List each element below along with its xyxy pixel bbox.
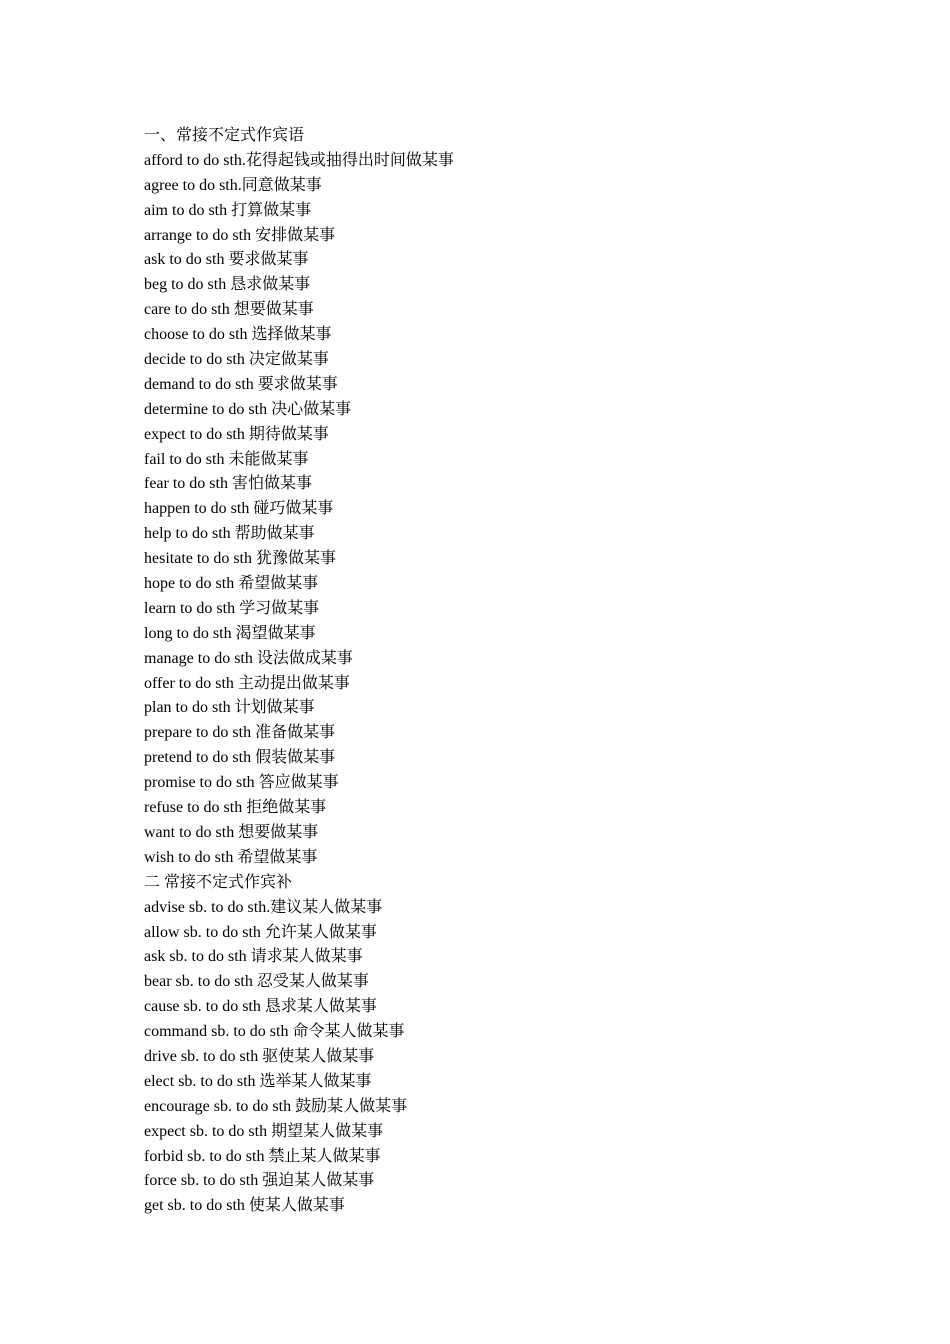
text-line: pretend to do sth 假装做某事	[144, 749, 336, 767]
text-line: offer to do sth 主动提出做某事	[144, 674, 350, 692]
text-line: advise sb. to do sth.建议某人做某事	[144, 898, 383, 916]
text-line: cause sb. to do sth 恳求某人做某事	[144, 998, 377, 1016]
text-line: choose to do sth 选择做某事	[144, 326, 332, 344]
text-line: bear sb. to do sth 忍受某人做某事	[144, 973, 369, 991]
text-line: expect sb. to do sth 期望某人做某事	[144, 1122, 384, 1140]
text-line: command sb. to do sth 命令某人做某事	[144, 1023, 405, 1041]
text-line: plan to do sth 计划做某事	[144, 699, 315, 717]
text-line: elect sb. to do sth 选举某人做某事	[144, 1072, 372, 1090]
text-line: happen to do sth 碰巧做某事	[144, 500, 334, 518]
text-line: get sb. to do sth 使某人做某事	[144, 1197, 345, 1215]
text-line: force sb. to do sth 强迫某人做某事	[144, 1172, 375, 1190]
section-heading-1: 一、常接不定式作宾语	[144, 127, 305, 144]
text-line: demand to do sth 要求做某事	[144, 375, 338, 393]
text-line: afford to do sth.花得起钱或抽得出时间做某事	[144, 151, 454, 169]
text-line: prepare to do sth 准备做某事	[144, 724, 336, 742]
text-line: hesitate to do sth 犹豫做某事	[144, 550, 336, 568]
document-body	[144, 124, 844, 1219]
text-line: refuse to do sth 拒绝做某事	[144, 799, 327, 817]
section-heading-2: 二 常接不定式作宾补	[144, 873, 293, 891]
text-line: beg to do sth 恳求做某事	[144, 276, 311, 294]
text-line: aim to do sth 打算做某事	[144, 201, 312, 219]
text-line: encourage sb. to do sth 鼓励某人做某事	[144, 1097, 408, 1115]
text-line: forbid sb. to do sth 禁止某人做某事	[144, 1147, 381, 1165]
text-line: allow sb. to do sth 允许某人做某事	[144, 923, 377, 941]
text-line: long to do sth 渴望做某事	[144, 624, 316, 642]
text-line: determine to do sth 决心做某事	[144, 400, 352, 418]
text-line: drive sb. to do sth 驱使某人做某事	[144, 1047, 375, 1065]
text-line: manage to do sth 设法做成某事	[144, 649, 353, 667]
text-line: promise to do sth 答应做某事	[144, 774, 339, 792]
text-line: want to do sth 想要做某事	[144, 823, 319, 841]
text-line: learn to do sth 学习做某事	[144, 599, 320, 617]
text-line: ask to do sth 要求做某事	[144, 251, 309, 269]
text-line: arrange to do sth 安排做某事	[144, 226, 336, 244]
text-line: agree to do sth.同意做某事	[144, 176, 322, 194]
text-line: hope to do sth 希望做某事	[144, 575, 319, 593]
text-line: decide to do sth 决定做某事	[144, 351, 329, 369]
text-line: ask sb. to do sth 请求某人做某事	[144, 948, 363, 966]
text-line: wish to do sth 希望做某事	[144, 848, 318, 866]
text-line: fail to do sth 未能做某事	[144, 450, 309, 468]
text-line: expect to do sth 期待做某事	[144, 425, 329, 443]
text-line: care to do sth 想要做某事	[144, 301, 314, 319]
text-line: fear to do sth 害怕做某事	[144, 475, 312, 493]
text-line: help to do sth 帮助做某事	[144, 525, 315, 543]
